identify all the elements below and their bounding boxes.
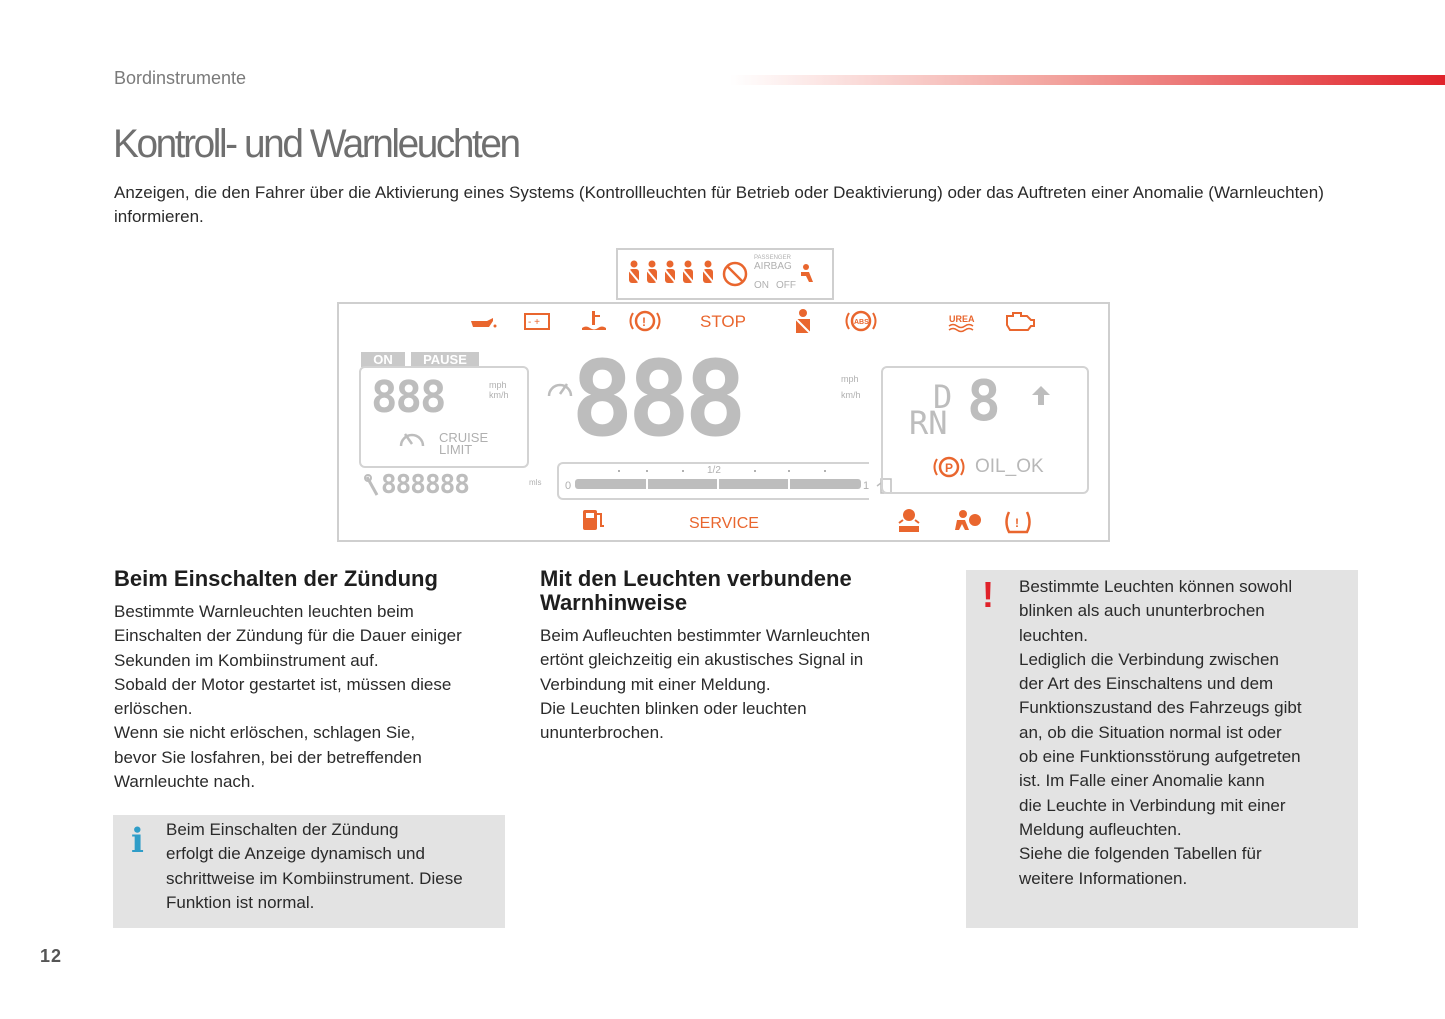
svg-text:ABS: ABS bbox=[854, 319, 869, 326]
gear-digit: 8 bbox=[967, 369, 1001, 434]
shift-up-arrow-icon bbox=[1029, 384, 1053, 408]
fuel-max: 1 bbox=[863, 480, 870, 492]
abs-icon bbox=[847, 312, 876, 330]
airbag-on-label: ON bbox=[754, 280, 769, 291]
speed-limiter-icon bbox=[397, 424, 427, 454]
engine-icon bbox=[1007, 313, 1034, 330]
col1-heading: Beim Einschalten der Zündung bbox=[114, 566, 438, 591]
cruise-speed-digits: 888 bbox=[371, 372, 445, 423]
cruise-unit-kmh: km/h bbox=[489, 390, 509, 400]
section-label: Bordinstrumente bbox=[114, 68, 247, 88]
coolant-temperature-icon bbox=[582, 311, 606, 330]
gear-d: D bbox=[933, 378, 953, 416]
warning-note bbox=[966, 570, 1358, 928]
odometer-digits: 888888 bbox=[381, 470, 469, 500]
instrument-cluster bbox=[337, 302, 1110, 542]
oil-ok-label: OIL_OK bbox=[975, 456, 1044, 477]
passenger-seat-icon bbox=[801, 264, 813, 282]
parking-brake-icon bbox=[929, 454, 969, 480]
col2-text: Beim Aufleuchten bestimmter Warnleuchten ertönt gleichzeitig ein akustisches Signal in Verbindung mit einer Meldung. Die Leuchten blinken oder leuchten ununterbrochen. bbox=[540, 626, 871, 743]
cruise-unit-mph: mph bbox=[489, 380, 507, 390]
svg-text:!: ! bbox=[642, 315, 646, 329]
cruise-label: CRUISE bbox=[439, 430, 489, 445]
urea-lines bbox=[949, 325, 973, 332]
fuel-half: 1/2 bbox=[707, 465, 721, 476]
urea-light: UREA bbox=[949, 314, 975, 324]
warning-icon: ! bbox=[982, 574, 994, 615]
wrench-icon bbox=[363, 474, 383, 498]
seatbelt-icon bbox=[665, 261, 675, 284]
speed-digits: 888 bbox=[571, 338, 741, 460]
tab-pause: PAUSE bbox=[411, 352, 479, 367]
seatbelt-icon bbox=[683, 261, 693, 284]
stop-light: STOP bbox=[700, 312, 746, 331]
limit-label: LIMIT bbox=[439, 442, 473, 457]
col2-heading: Mit den Leuchten verbundene Warnhinweise bbox=[540, 566, 852, 615]
page-title: Kontroll- und Warnleuchten bbox=[113, 122, 519, 166]
header-accent-bar bbox=[730, 75, 1445, 85]
speed-unit-mph: mph bbox=[841, 374, 859, 384]
battery-icon bbox=[525, 314, 549, 329]
tyre-pressure-icon bbox=[1007, 512, 1030, 532]
info-text: Beim Einschalten der Zündung erfolgt die Anzeige dynamisch und schrittweise im Kombiinstrument. Diese Funktion ist normal. bbox=[166, 820, 463, 912]
seatbelt-icon bbox=[703, 261, 713, 284]
airbag-label: AIRBAG bbox=[754, 261, 792, 272]
intro-text: Anzeigen, die den Fahrer über die Aktivierung eines Systems (Kontrollleuchten für Betrieb oder Deaktivierung) oder das Auftreten einer Anomalie (Warnleuchten) informieren. bbox=[114, 183, 1324, 226]
gear-rn: RN bbox=[909, 404, 948, 442]
airbag-off-label: OFF bbox=[776, 280, 796, 291]
seatbelt-icon bbox=[647, 261, 657, 284]
col1-text: Bestimmte Warnleuchten leuchten beim Einschalten der Zündung für die Dauer einiger Sekunden im Kombiinstrument auf. Sobald der Motor gestartet ist, müssen diese erlöschen. Wenn sie nicht erlöschen, schlagen Sie, bevor Sie losfahren, bei der betreffenden Warnleuchte nach. bbox=[114, 602, 462, 792]
seatbelt-icon bbox=[796, 309, 810, 333]
brake-icon bbox=[631, 312, 660, 330]
info-note bbox=[113, 815, 505, 928]
fuel-min: 0 bbox=[565, 480, 572, 492]
tab-on: ON bbox=[361, 352, 405, 367]
airbag-icon bbox=[955, 510, 981, 530]
svg-text:P: P bbox=[945, 461, 954, 475]
fuel-icon bbox=[583, 510, 604, 530]
no-child-seat-icon bbox=[724, 263, 746, 285]
seatbelt-icon bbox=[629, 261, 639, 284]
seatbelt-row bbox=[618, 250, 832, 298]
speed-unit-kmh: km/h bbox=[841, 390, 861, 400]
svg-text:!: ! bbox=[1015, 516, 1019, 530]
svg-text:- +: - + bbox=[528, 317, 540, 328]
cruise-display-box bbox=[359, 366, 529, 468]
passenger-airbag-panel bbox=[616, 248, 834, 300]
page-number: 12 bbox=[40, 946, 63, 966]
info-icon: i bbox=[131, 821, 144, 861]
warning-text: Bestimmte Leuchten können sowohl blinken als auch ununterbrochen leuchten. Lediglich die Verbindung zwischen der Art des Einschaltens und dem Funktionszustand des Fahrzeugs gibt an, ob die Situation normal ist oder ob eine Funktionsstörung aufgetreten ist. Im Falle einer Anomalie kann die Leuchte in Verbindung mit einer Meldung aufleuchten. Siehe die folgenden Tabellen für weitere Informationen. bbox=[1019, 577, 1302, 888]
service-light: SERVICE bbox=[689, 515, 759, 532]
oil-can-icon bbox=[471, 318, 497, 328]
gear-display-box bbox=[881, 366, 1089, 494]
passenger-label: PASSENGER bbox=[754, 255, 791, 261]
seatbelt-warning-icon bbox=[899, 509, 919, 532]
odometer-unit: mls bbox=[529, 478, 542, 487]
